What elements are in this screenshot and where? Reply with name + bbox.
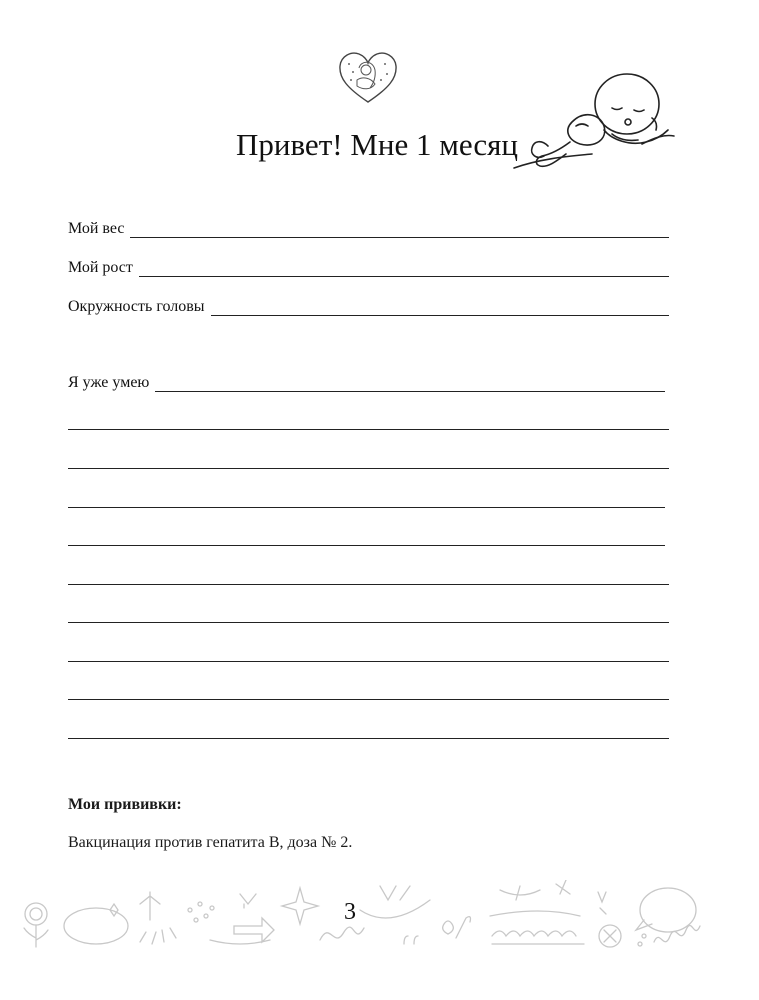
writing-line[interactable] — [68, 429, 669, 430]
skills-line[interactable] — [155, 374, 665, 392]
skills-label: Я уже умею — [68, 374, 150, 391]
writing-line[interactable] — [68, 545, 665, 546]
skills-field[interactable] — [68, 370, 665, 392]
height-line[interactable] — [139, 259, 669, 277]
vaccinations-heading: Мои прививки: — [68, 796, 182, 813]
writing-line[interactable] — [68, 661, 669, 662]
sleeping-baby-icon — [512, 70, 677, 180]
writing-line[interactable] — [68, 468, 669, 469]
weight-label: Мой вес — [68, 220, 125, 237]
doodle-border-icon — [0, 880, 759, 960]
writing-line[interactable] — [68, 584, 669, 585]
writing-line[interactable] — [68, 699, 669, 700]
page-number: 3 — [344, 899, 356, 925]
heart-mother-baby-icon — [337, 50, 399, 106]
writing-line[interactable] — [68, 738, 669, 739]
writing-line[interactable] — [68, 622, 669, 623]
weight-field[interactable] — [68, 216, 669, 238]
writing-line[interactable] — [68, 507, 665, 508]
weight-line[interactable] — [130, 220, 669, 238]
height-field[interactable] — [68, 255, 669, 277]
head-circumference-label: Окружность головы — [68, 298, 205, 315]
head-circumference-line[interactable] — [211, 298, 669, 316]
vaccination-text: Вакцинация против гепатита В, доза № 2. — [68, 834, 353, 851]
head-circumference-field[interactable] — [68, 294, 669, 316]
page-title: Привет! Мне 1 месяц — [236, 127, 518, 162]
height-label: Мой рост — [68, 259, 133, 276]
